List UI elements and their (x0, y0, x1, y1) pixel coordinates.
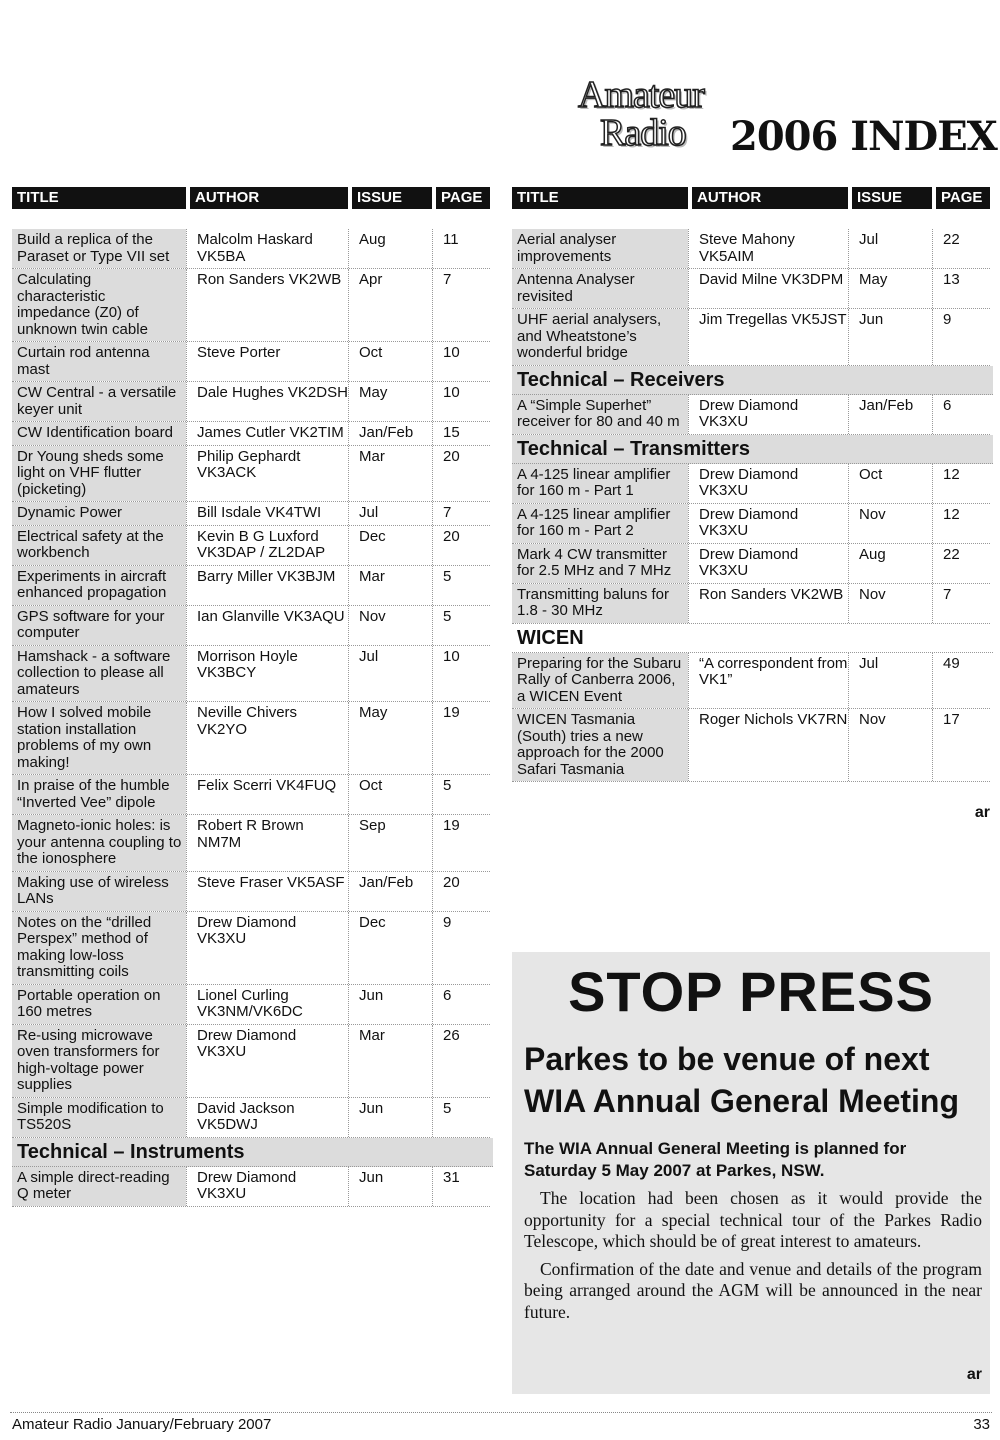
cell-issue: May (348, 702, 432, 774)
cell-issue: Jun (348, 985, 432, 1024)
cell-author: James Cutler VK2TIM (186, 422, 348, 445)
cell-author: David Jackson VK5DWJ (186, 1098, 348, 1137)
cell-page: 7 (432, 269, 488, 341)
cell-title: Notes on the “drilled Perspex” method of making low-loss transmitting coils (12, 912, 186, 984)
cell-issue: Jul (848, 653, 932, 709)
table-row (12, 912, 490, 985)
cell-title: A 4-125 linear amplifier for 160 m - Part 2 (512, 504, 688, 543)
cell-author: Ron Sanders VK2WB (688, 584, 848, 623)
left-index-table (12, 187, 490, 1207)
cell-author: Roger Nichols VK7RN (688, 709, 848, 781)
cell-page: 15 (432, 422, 488, 445)
cell-issue: Jun (348, 1167, 432, 1206)
cell-author: Bill Isdale VK4TWI (186, 502, 348, 525)
cell-page: 7 (932, 584, 988, 623)
header-issue: ISSUE (852, 187, 932, 209)
table-row (512, 544, 990, 584)
cell-page: 20 (432, 526, 488, 565)
cell-title: Experiments in aircraft enhanced propagation (12, 566, 186, 605)
cell-page: 11 (432, 229, 488, 268)
cell-issue: Jul (848, 229, 932, 268)
table-row (12, 526, 490, 566)
footer-publication: Amateur Radio January/February 2007 (12, 1416, 272, 1433)
cell-issue: Oct (848, 464, 932, 503)
table-header (12, 187, 490, 209)
cell-issue: Nov (848, 709, 932, 781)
cell-title: Simple modification to TS520S (12, 1098, 186, 1137)
table-row (12, 502, 490, 526)
cell-page: 5 (432, 1098, 488, 1137)
table-row (512, 504, 990, 544)
logo-amateur: Amateur (578, 74, 704, 116)
table-row (512, 309, 990, 366)
cell-page: 49 (932, 653, 988, 709)
table-row (12, 382, 490, 422)
cell-issue: Nov (848, 504, 932, 543)
cell-issue: Jun (348, 1098, 432, 1137)
cell-issue: Mar (348, 446, 432, 502)
cell-page: 20 (432, 446, 488, 502)
cell-title: GPS software for your computer (12, 606, 186, 645)
section-wicen: WICEN (512, 624, 993, 653)
cell-title: Making use of wireless LANs (12, 872, 186, 911)
cell-page: 17 (932, 709, 988, 781)
cell-issue: May (348, 382, 432, 421)
stop-press-paragraph-2: Confirmation of the date and venue and details of the program being arranged around the AGM will be announced in the near future. (524, 1258, 982, 1322)
table-header (512, 187, 990, 209)
cell-issue: May (848, 269, 932, 308)
cell-author: Ian Glanville VK3AQU (186, 606, 348, 645)
cell-title: Build a replica of the Paraset or Type VII set (12, 229, 186, 268)
cell-author: Malcolm Haskard VK5BA (186, 229, 348, 268)
cell-author: Drew Diamond VK3XU (688, 544, 848, 583)
cell-author: Kevin B G Luxford VK3DAP / ZL2DAP (186, 526, 348, 565)
table-row (512, 269, 990, 309)
right-index-table (512, 187, 990, 822)
right-table-wicen-body (512, 653, 990, 783)
stop-press-end-mark: ar (966, 1366, 982, 1383)
cell-page: 10 (432, 646, 488, 702)
cell-title: Re-using microwave oven transformers for high-voltage power supplies (12, 1025, 186, 1097)
cell-title: In praise of the humble “Inverted Vee” dipole (12, 775, 186, 814)
cell-author: Drew Diamond VK3XU (688, 464, 848, 503)
cell-issue: Jul (348, 502, 432, 525)
cell-page: 7 (432, 502, 488, 525)
header-page: PAGE (436, 187, 490, 209)
table-row (12, 446, 490, 503)
cell-issue: Apr (348, 269, 432, 341)
cell-title: Magneto-ionic holes: is your antenna coupling to the ionosphere (12, 815, 186, 871)
cell-title: Curtain rod antenna mast (12, 342, 186, 381)
cell-title: Calculating characteristic impedance (Z0) of unknown twin cable (12, 269, 186, 341)
cell-page: 12 (932, 504, 988, 543)
header-author: AUTHOR (190, 187, 348, 209)
cell-page: 13 (932, 269, 988, 308)
stop-press-lead: The WIA Annual General Meeting is planned for Saturday 5 May 2007 at Parkes, NSW. (524, 1139, 907, 1180)
cell-page: 5 (432, 606, 488, 645)
stop-press-headline: Parkes to be venue of next WIA Annual General Meeting (524, 1041, 959, 1119)
table-row (12, 269, 490, 342)
table-row (12, 702, 490, 775)
cell-page: 5 (432, 566, 488, 605)
cell-title: A “Simple Superhet” receiver for 80 and 40 m (512, 395, 688, 434)
cell-author: Jim Tregellas VK5JST (688, 309, 848, 365)
cell-title: WICEN Tasmania (South) tries a new approach for the 2000 Safari Tasmania (512, 709, 688, 781)
table-row (12, 422, 490, 446)
stop-press-title: STOP PRESS (568, 960, 934, 1023)
cell-author: Drew Diamond VK3XU (688, 395, 848, 434)
cell-title: A 4-125 linear amplifier for 160 m - Part 1 (512, 464, 688, 503)
header-issue: ISSUE (352, 187, 432, 209)
cell-issue: Sep (348, 815, 432, 871)
page-title: 2006 INDEX (730, 113, 997, 160)
cell-title: Dynamic Power (12, 502, 186, 525)
cell-author: Philip Gephardt VK3ACK (186, 446, 348, 502)
cell-author: Robert R Brown NM7M (186, 815, 348, 871)
table-row (12, 985, 490, 1025)
right-table-receivers-body (512, 395, 990, 435)
table-row (12, 1167, 490, 1207)
cell-page: 9 (932, 309, 988, 365)
cell-title: How I solved mobile station installation problems of my own making! (12, 702, 186, 774)
cell-issue: Jan/Feb (348, 422, 432, 445)
cell-author: Drew Diamond VK3XU (688, 504, 848, 543)
cell-page: 6 (432, 985, 488, 1024)
cell-page: 26 (432, 1025, 488, 1097)
cell-title: Hamshack - a software collection to please all amateurs (12, 646, 186, 702)
cell-author: Lionel Curling VK3NM/VK6DC (186, 985, 348, 1024)
cell-title: Antenna Analyser revisited (512, 269, 688, 308)
cell-title: UHF aerial analysers, and Wheatstone’s wonderful bridge (512, 309, 688, 365)
table-row (12, 815, 490, 872)
cell-issue: Oct (348, 342, 432, 381)
footer-divider (10, 1412, 992, 1413)
cell-page: 20 (432, 872, 488, 911)
cell-title: Mark 4 CW transmitter for 2.5 MHz and 7 MHz (512, 544, 688, 583)
cell-title: Preparing for the Subaru Rally of Canberra 2006, a WICEN Event (512, 653, 688, 709)
cell-author: Drew Diamond VK3XU (186, 1025, 348, 1097)
cell-author: Drew Diamond VK3XU (186, 912, 348, 984)
section-technical-transmitters: Technical – Transmitters (512, 435, 993, 464)
header-page: PAGE (936, 187, 990, 209)
table-row (12, 1098, 490, 1138)
table-row (512, 653, 990, 710)
cell-title: A simple direct-reading Q meter (12, 1167, 186, 1206)
header-author: AUTHOR (692, 187, 848, 209)
right-table-transmitters-body (512, 464, 990, 624)
cell-issue: Mar (348, 1025, 432, 1097)
cell-author: Dale Hughes VK2DSH (186, 382, 348, 421)
table-row (512, 464, 990, 504)
cell-title: Aerial analyser improvements (512, 229, 688, 268)
cell-title: Dr Young sheds some light on VHF flutter (picketing) (12, 446, 186, 502)
cell-page: 6 (932, 395, 988, 434)
table-row (512, 229, 990, 269)
cell-issue: Aug (348, 229, 432, 268)
cell-issue: Oct (348, 775, 432, 814)
stop-press-box (512, 952, 990, 1394)
cell-issue: Dec (348, 526, 432, 565)
table-row (512, 395, 990, 435)
cell-page: 22 (932, 544, 988, 583)
cell-issue: Dec (348, 912, 432, 984)
cell-issue: Nov (348, 606, 432, 645)
left-table-instruments-body (12, 1167, 490, 1207)
footer-page-number: 33 (973, 1416, 990, 1433)
cell-issue: Jul (348, 646, 432, 702)
cell-author: Steve Fraser VK5ASF (186, 872, 348, 911)
cell-author: Barry Miller VK3BJM (186, 566, 348, 605)
cell-author: Ron Sanders VK2WB (186, 269, 348, 341)
cell-author: Steve Porter (186, 342, 348, 381)
section-technical-instruments: Technical – Instruments (12, 1138, 493, 1167)
table-row (512, 584, 990, 624)
header-title: TITLE (512, 187, 688, 209)
table-row (12, 566, 490, 606)
cell-issue: Jan/Feb (848, 395, 932, 434)
cell-author: Drew Diamond VK3XU (186, 1167, 348, 1206)
table-row (12, 1025, 490, 1098)
table-row (12, 342, 490, 382)
cell-title: CW Central - a versatile keyer unit (12, 382, 186, 421)
table-row (512, 709, 990, 782)
section-technical-receivers: Technical – Receivers (512, 366, 993, 395)
table-row (12, 229, 490, 269)
cell-title: CW Identification board (12, 422, 186, 445)
cell-issue: Jun (848, 309, 932, 365)
stop-press-paragraph-1: The location had been chosen as it would provide the opportunity for a special technical tour of the Parkes Radio Telescope, which should be of great interest to amateurs. (524, 1188, 982, 1251)
header-title: TITLE (12, 187, 186, 209)
cell-page: 10 (432, 342, 488, 381)
table-row (12, 646, 490, 703)
end-mark: ar (974, 804, 990, 821)
cell-page: 19 (432, 702, 488, 774)
cell-author: Neville Chivers VK2YO (186, 702, 348, 774)
cell-author: Steve Mahony VK5AIM (688, 229, 848, 268)
cell-author: “A correspondent from VK1” (688, 653, 848, 709)
right-table-aerial-body (512, 229, 990, 366)
cell-page: 5 (432, 775, 488, 814)
cell-title: Transmitting baluns for 1.8 - 30 MHz (512, 584, 688, 623)
cell-author: Felix Scerri VK4FUQ (186, 775, 348, 814)
cell-title: Electrical safety at the workbench (12, 526, 186, 565)
cell-issue: Aug (848, 544, 932, 583)
cell-issue: Jan/Feb (348, 872, 432, 911)
table-row (12, 775, 490, 815)
cell-issue: Nov (848, 584, 932, 623)
cell-page: 31 (432, 1167, 488, 1206)
cell-issue: Mar (348, 566, 432, 605)
cell-author: Morrison Hoyle VK3BCY (186, 646, 348, 702)
cell-page: 22 (932, 229, 988, 268)
left-table-body (12, 229, 490, 1138)
cell-page: 19 (432, 815, 488, 871)
cell-page: 9 (432, 912, 488, 984)
cell-author: David Milne VK3DPM (688, 269, 848, 308)
table-row (12, 872, 490, 912)
logo-radio: Radio (600, 112, 686, 154)
cell-title: Portable operation on 160 metres (12, 985, 186, 1024)
cell-page: 10 (432, 382, 488, 421)
table-row (12, 606, 490, 646)
cell-page: 12 (932, 464, 988, 503)
